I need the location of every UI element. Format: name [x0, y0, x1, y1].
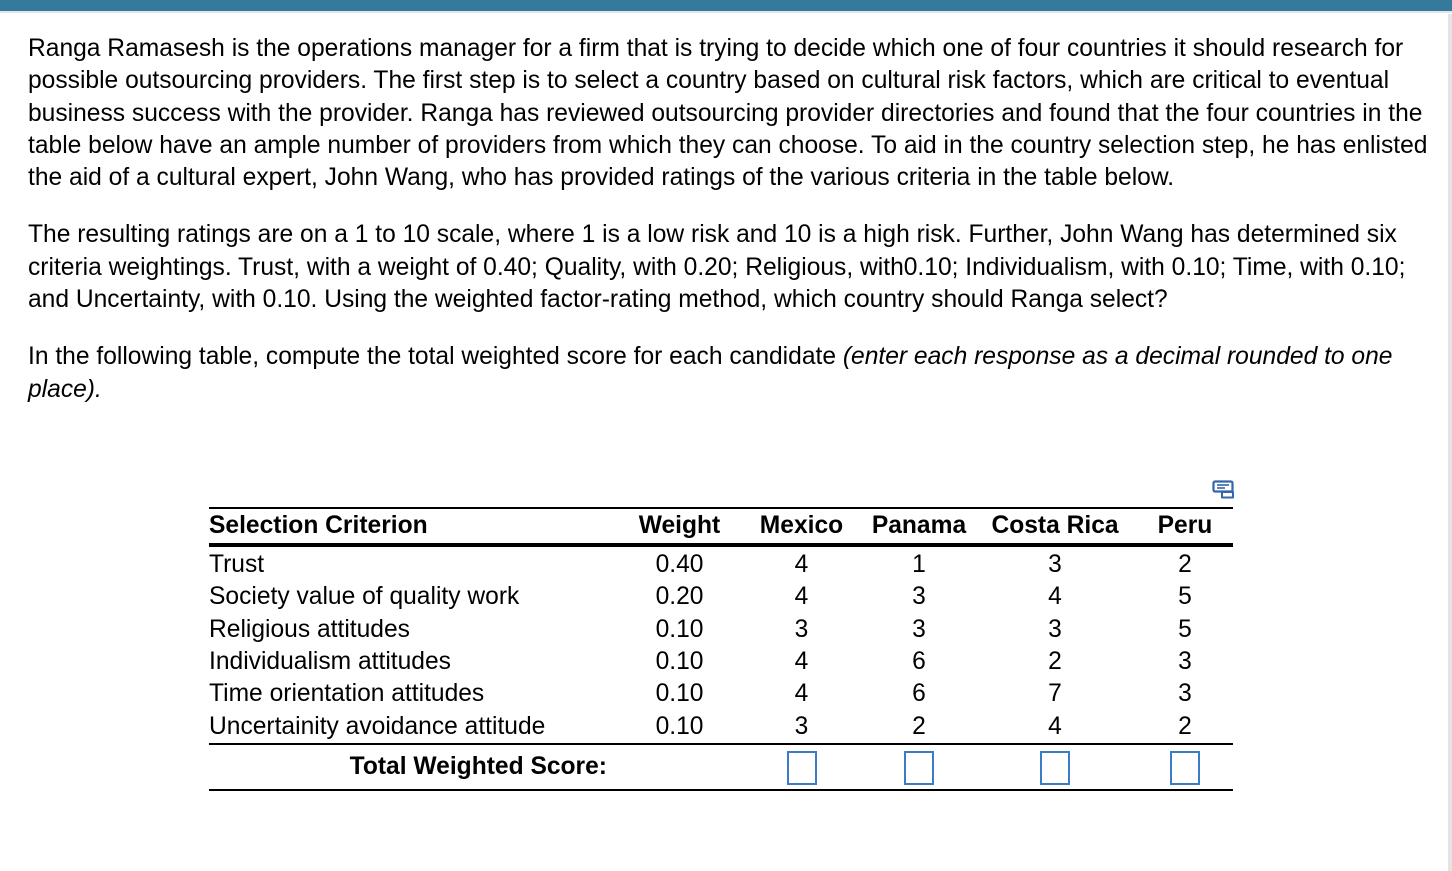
peru-cell: 3 — [1178, 648, 1192, 676]
peru-cell: 5 — [1178, 615, 1192, 643]
header-panama: Panama — [865, 508, 973, 545]
table-row — [209, 614, 1233, 646]
mexico-cell: 4 — [794, 583, 809, 611]
scrollbar-track[interactable] — [1448, 14, 1452, 871]
weight-cell: 0.40 — [655, 551, 704, 579]
header-costa-rica: Costa Rica — [973, 508, 1137, 545]
peru-score-input[interactable] — [1170, 751, 1200, 785]
costa-rica-cell: 4 — [1048, 583, 1062, 611]
criterion-cell: Religious attitudes — [209, 615, 410, 643]
table-row — [209, 581, 1233, 613]
criterion-cell: Individualism attitudes — [209, 648, 451, 676]
table-header-row — [209, 508, 1233, 545]
panama-total-cell — [865, 744, 973, 790]
table-row — [209, 710, 1233, 743]
panama-cell: 6 — [912, 680, 926, 708]
criterion-cell: Time orientation attitudes — [209, 680, 485, 708]
costa-rica-cell: 2 — [1048, 648, 1062, 676]
instruction-text: In the following table, compute the total weighted score for each candidate — [28, 343, 843, 371]
header-bar — [0, 0, 1452, 11]
weight-total-cell — [621, 744, 738, 790]
table-row — [209, 646, 1233, 678]
peru-cell: 3 — [1178, 680, 1192, 708]
costa-rica-cell: 7 — [1048, 680, 1062, 708]
mexico-cell: 4 — [794, 648, 809, 676]
panama-score-input[interactable] — [904, 751, 934, 785]
weight-cell: 0.20 — [655, 583, 704, 611]
costa-rica-total-cell — [973, 744, 1137, 790]
table-row — [209, 678, 1233, 710]
panama-cell: 3 — [912, 615, 926, 643]
header-divider — [0, 11, 1452, 13]
costa-rica-cell: 4 — [1048, 712, 1062, 740]
weight-cell: 0.10 — [655, 648, 704, 676]
costa-rica-cell: 3 — [1048, 551, 1062, 579]
mexico-cell: 3 — [794, 712, 809, 740]
problem-paragraph-1: Ranga Ramasesh is the operations manager for a firm that is trying to decide which one of four countries it should research for possible outsourcing providers. The first step is to select a country based on cultural risk factors, which are critical to eventual business success with the provider. Ranga has reviewed outsourcing provider directories and found that the four countries in the table below have an ample number of providers from which they can choose. To aid in the country selection step, he has enlisted the aid of a cultural expert, John Wang, who has provided ratings of the various criteria in the table below. — [28, 35, 1428, 192]
header-weight: Weight — [621, 508, 738, 545]
mexico-cell: 4 — [794, 551, 809, 579]
criterion-cell: Society value of quality work — [209, 583, 520, 611]
problem-paragraph-3 — [28, 341, 1428, 406]
instruction-italic: (enter each response as a decimal rounded to one place). — [28, 343, 1393, 403]
total-row — [209, 744, 1233, 790]
criterion-cell: Trust — [209, 551, 265, 579]
panama-cell: 2 — [912, 712, 926, 740]
panama-cell: 6 — [912, 648, 926, 676]
header-mexico: Mexico — [738, 508, 865, 545]
criterion-cell: Uncertainity avoidance attitude — [209, 712, 546, 740]
mexico-score-input[interactable] — [787, 751, 817, 785]
costa-rica-score-input[interactable] — [1040, 751, 1070, 785]
table-row — [209, 545, 1233, 581]
weight-cell: 0.10 — [655, 615, 704, 643]
peru-cell: 2 — [1178, 551, 1192, 579]
weight-cell: 0.10 — [655, 712, 704, 740]
header-criterion: Selection Criterion — [209, 508, 621, 545]
panama-cell: 1 — [912, 551, 926, 579]
copy-data-icon[interactable] — [1212, 480, 1236, 500]
mexico-cell: 3 — [794, 615, 809, 643]
header-peru: Peru — [1137, 508, 1233, 545]
rating-table-container — [209, 507, 1233, 791]
weight-cell: 0.10 — [655, 680, 704, 708]
total-weighted-score-label: Total Weighted Score: — [209, 744, 621, 790]
costa-rica-cell: 3 — [1048, 615, 1062, 643]
peru-cell: 2 — [1178, 712, 1192, 740]
peru-cell: 5 — [1178, 583, 1192, 611]
mexico-cell: 4 — [794, 680, 809, 708]
panama-cell: 3 — [912, 583, 926, 611]
rating-table — [209, 507, 1233, 791]
question-text — [28, 33, 1428, 406]
peru-total-cell — [1137, 744, 1233, 790]
problem-paragraph-2: The resulting ratings are on a 1 to 10 scale, where 1 is a low risk and 10 is a high risk. Further, John Wang has determined six criteria weightings. Trust, with a weight of 0.40; Quality, with 0.20; Religious, with0.10; Individualism, with 0.10; Time, with 0.10; and Uncertainty, with 0.10. Using the weighted factor-rating method, which country should Ranga select? — [28, 221, 1406, 314]
mexico-total-cell — [738, 744, 865, 790]
